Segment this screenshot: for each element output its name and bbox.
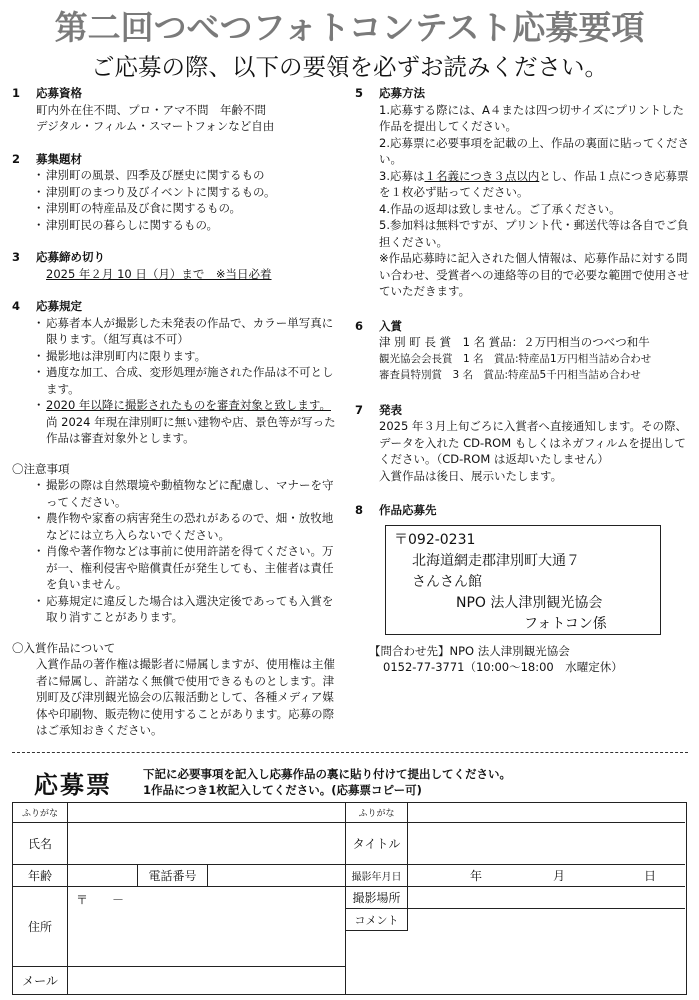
email-label: メール <box>13 967 68 994</box>
address-line: フォトコン係 <box>524 615 607 632</box>
address-line: さんさん館 <box>412 573 482 590</box>
address-line: NPO 法人津別観光協会 <box>456 594 603 611</box>
phone-label: 電話番号 <box>138 865 208 887</box>
list-item: ・ 撮影の際は自然環境や動植物などに配慮し、マナーを守ってください。 <box>36 477 342 510</box>
application-form <box>12 802 687 995</box>
privacy-note: ※作品応募時に記入された個人情報は、応募作品に対する問い合わせ、受賞者への連絡等の目的で必要な範囲で使用させていただきます。 <box>379 251 690 298</box>
text: 3.応募は <box>379 168 425 183</box>
winners-note-heading: 〇入賞作品について <box>12 640 116 655</box>
section-eligibility <box>12 85 342 135</box>
text: とし、作品１点につき応募票を１枚必ず貼ってください。 <box>379 168 689 199</box>
section-number: 5 <box>355 86 364 100</box>
phone-field[interactable] <box>208 865 346 887</box>
section-heading: 応募規定 <box>36 299 82 313</box>
day-label: 日 <box>644 869 657 883</box>
notes-heading: 〇注意事項 <box>12 461 70 476</box>
list-item: ・ 津別町民の暮らしに関するもの。 <box>36 217 342 234</box>
section-subjects <box>12 151 342 234</box>
list-item <box>36 397 342 447</box>
section-destination <box>355 502 690 519</box>
furigana-label: ふりがな <box>13 803 68 823</box>
page-title: 第二回つべつフォトコンテスト応募要項 <box>54 8 645 47</box>
method-item: 5.参加料は無料ですが、プリント代・郵送代等は各自でご負担ください。 <box>379 218 689 249</box>
name-label: 氏名 <box>13 823 68 865</box>
section-number: 1 <box>12 86 21 100</box>
text: 尚 2024 年現在津別町に無い建物や店、景色等が写った作品は審査対象外とします。 <box>46 414 336 445</box>
comment-label: コメント <box>346 909 408 931</box>
section-rules <box>12 298 342 447</box>
work-title-label: タイトル <box>346 823 408 865</box>
list-item: ・ 応募規定に違反した場合は入選決定後であっても入賞を取り消すことがあります。 <box>36 593 342 626</box>
prize-line: 審査員特別賞 3 名 賞品:特産品5千円相当詰め合わせ <box>379 369 641 381</box>
list-item: ・ 応募者本人が撮影した未発表の作品で、カラー単写真に限ります。（組写真は不可） <box>36 315 342 348</box>
section-deadline <box>12 249 342 282</box>
list-item: ・ 肖像や著作物などは事前に使用許諾を得てください。万が一、権利侵害や賠償責任が発生しても、主催者は責任を負いません。 <box>36 543 342 593</box>
list-item: ・ 農作物や家畜の病害発生の恐れがあるので、畑・放牧地などには立ち入らないでください。 <box>36 510 342 543</box>
section-heading: 応募資格 <box>36 86 82 100</box>
comment-field-top[interactable] <box>408 909 685 931</box>
contact-phone: 0152-77-3771（10:00～18:00 水曜定休） <box>383 660 623 674</box>
age-field[interactable] <box>68 865 138 887</box>
section-announcement <box>355 402 690 485</box>
name-field[interactable] <box>68 823 346 865</box>
text-line: デジタル・フィルム・スマートフォンなど自由 <box>36 119 275 133</box>
furigana-field[interactable] <box>68 803 346 823</box>
section-heading: 応募締め切り <box>36 250 105 264</box>
announcement-text: 2025 年３月上旬ごろに入賞者へ直接通知します。その際、データを入れた CD-ROM もしくはネガフィルムを提出してください。（CD-ROM は返却いたしません） <box>379 419 687 466</box>
location-label: 撮影場所 <box>346 887 408 909</box>
address-label: 住所 <box>13 887 68 967</box>
list-item: ・ 撮影地は津別町内に限ります。 <box>36 348 342 365</box>
left-column <box>12 85 342 739</box>
date-label: 撮影年月日 <box>346 865 408 887</box>
instruction-line: 1作品につき1枚記入してください。(応募票コピー可) <box>143 783 422 797</box>
method-item: 1.応募する際には、A４または四つ切サイズにプリントした作品を提出してください。 <box>379 102 684 133</box>
section-heading: 入賞 <box>379 318 402 333</box>
text-line: 町内外在住不問、プロ・アマ不問 年齢不問 <box>36 102 266 117</box>
announcement-text: 入賞作品は後日、展示いたします。 <box>379 468 563 483</box>
contact-heading: 【問合わせ先】NPO 法人津別観光協会 <box>369 643 570 658</box>
section-number: 8 <box>355 503 364 517</box>
address-box <box>385 525 661 635</box>
winners-note-body: 入賞作品の著作権は撮影者に帰属しますが、使用権は主催者に帰属し、許諾なく無償で使用できるものとします。津別町及び津別観光協会の広報活動として、各種メディア媒体や印刷物、販売物に使用することがあります。応募の際はご承知おきください。 <box>36 657 335 737</box>
instruction-line: 下記に必要事項を記入し応募作品の裏に貼り付けて提出してください。 <box>143 767 511 781</box>
postal-mark: 〒 － <box>76 893 125 907</box>
underlined-text: １名義につき３点以内 <box>424 168 540 183</box>
cut-line <box>12 752 688 753</box>
list-item: ・ 津別町の風景、四季及び歴史に関するもの <box>36 167 342 184</box>
postal-code: 〒092-0231 <box>394 531 476 548</box>
month-label: 月 <box>553 869 566 883</box>
list-item: ・ 津別町の特産品及び食に関するもの。 <box>36 200 342 217</box>
section-number: 4 <box>12 299 21 313</box>
form-title: 応募票 <box>34 771 112 799</box>
section-prizes <box>355 318 690 384</box>
list-item: ・ 過度な加工、合成、変形処理が施された作品は不可とします。 <box>36 364 342 397</box>
prize-line: 観光協会会長賞 1 名 賞品:特産品1万円相当詰め合わせ <box>379 352 652 365</box>
address-field[interactable] <box>68 887 346 967</box>
section-number: 7 <box>355 402 364 417</box>
section-method <box>355 85 690 300</box>
furigana-label-2: ふりがな <box>346 803 408 823</box>
section-number: 6 <box>355 318 364 333</box>
title-furigana-field[interactable] <box>408 803 685 823</box>
section-heading: 作品応募先 <box>379 503 437 517</box>
method-item <box>379 168 690 201</box>
page-subtitle: ご応募の際、以下の要領を必ずお読みください。 <box>91 53 608 81</box>
age-label: 年齢 <box>13 865 68 887</box>
method-item: 4.作品の返却は致しません。ご了承ください。 <box>379 201 621 216</box>
year-label: 年 <box>470 869 483 883</box>
notes-list <box>12 477 342 626</box>
date-field[interactable] <box>408 865 685 887</box>
section-heading: 発表 <box>379 402 402 417</box>
section-number: 2 <box>12 151 21 166</box>
comment-field[interactable] <box>346 931 685 994</box>
list-item: ・ 津別町のまつり及びイベントに関するもの。 <box>36 184 342 201</box>
deadline-text: 2025 年２月 10 日（月）まで ※当日必着 <box>46 266 272 281</box>
form-instructions <box>143 766 511 798</box>
work-title-field[interactable] <box>408 823 685 865</box>
address-line: 北海道網走郡津別町大通７ <box>412 552 580 569</box>
section-heading: 応募方法 <box>379 86 425 100</box>
right-column <box>355 85 690 676</box>
underlined-text: 2020 年以降に撮影されたものを審査対象と致します。 <box>46 398 331 412</box>
email-field[interactable] <box>68 967 346 994</box>
prize-line: 津 別 町 長 賞 1 名 賞品：２万円相当のつべつ和牛 <box>379 335 650 349</box>
method-item: 2.応募票に必要事項を記載の上、作品の裏面に貼ってください。 <box>379 135 689 166</box>
section-heading: 募集題材 <box>36 151 82 166</box>
section-number: 3 <box>12 250 21 264</box>
location-field[interactable] <box>408 887 685 909</box>
